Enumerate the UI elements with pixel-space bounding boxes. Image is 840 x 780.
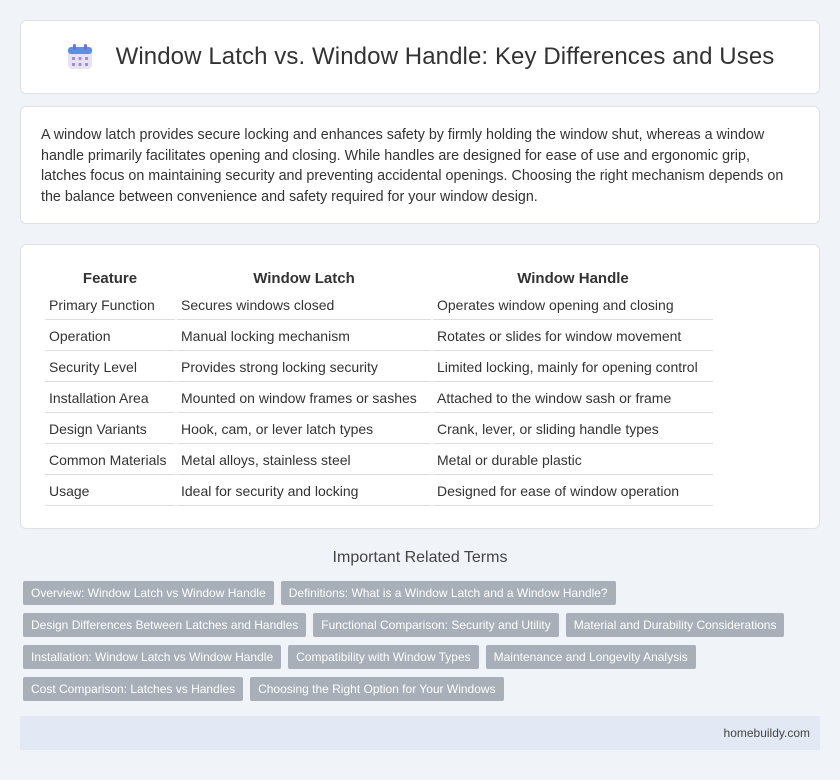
table-cell: Primary Function — [45, 291, 175, 320]
intro-paragraph: A window latch provides secure locking and enhances safety by firmly holding the window shut, whereas a window handle primarily facilitates opening and closing. While handles are designed for ease of use and ergonomic grip, latches focus on maintaining security and preventing accidental openings. Choosing the right mechanism depends on the balance between convenience and safety required for your window design. — [41, 127, 784, 205]
term-tag[interactable]: Definitions: What is a Window Latch and a Window Handle? — [281, 581, 616, 605]
table-row — [45, 322, 713, 351]
tag-row — [23, 581, 823, 605]
table-cell: Hook, cam, or lever latch types — [177, 415, 431, 444]
table-cell: Mounted on window frames or sashes — [177, 384, 431, 413]
term-tag[interactable]: Design Differences Between Latches and Handles — [23, 613, 306, 637]
header-card — [20, 20, 820, 94]
table-cell: Designed for ease of window operation — [433, 477, 713, 506]
tag-row — [23, 677, 823, 701]
tag-row — [23, 613, 823, 637]
footer — [20, 716, 820, 750]
table-row — [45, 384, 713, 413]
term-tag[interactable]: Functional Comparison: Security and Utility — [313, 613, 558, 637]
table-row — [45, 353, 713, 382]
table-cell: Security Level — [45, 353, 175, 382]
table-cell: Manual locking mechanism — [177, 322, 431, 351]
table-cell: Ideal for security and locking — [177, 477, 431, 506]
term-tag[interactable]: Maintenance and Longevity Analysis — [486, 645, 696, 669]
comparison-table — [43, 265, 715, 508]
table-cell: Metal alloys, stainless steel — [177, 446, 431, 475]
page-title: Window Latch vs. Window Handle: Key Differences and Uses — [115, 43, 775, 70]
term-tag[interactable]: Choosing the Right Option for Your Windows — [250, 677, 503, 701]
related-terms-title: Important Related Terms — [332, 549, 508, 566]
table-cell: Secures windows closed — [177, 291, 431, 320]
table-cell: Metal or durable plastic — [433, 446, 713, 475]
table-cell: Crank, lever, or sliding handle types — [433, 415, 713, 444]
calendar-icon — [66, 43, 94, 71]
comparison-card — [20, 244, 820, 529]
table-row — [45, 291, 713, 320]
term-tag[interactable]: Cost Comparison: Latches vs Handles — [23, 677, 243, 701]
footer-site-link[interactable]: homebuildy.com — [723, 726, 810, 740]
term-tag[interactable]: Compatibility with Window Types — [288, 645, 479, 669]
table-row — [45, 477, 713, 506]
table-cell: Limited locking, mainly for opening control — [433, 353, 713, 382]
intro-card — [20, 106, 820, 224]
table-cell: Attached to the window sash or frame — [433, 384, 713, 413]
column-header-window-latch: Window Latch — [253, 269, 355, 287]
table-cell: Rotates or slides for window movement — [433, 322, 713, 351]
table-row — [45, 446, 713, 475]
table-row — [45, 415, 713, 444]
table-header-row — [45, 267, 713, 289]
related-terms-tags — [23, 581, 823, 709]
column-header-window-handle: Window Handle — [517, 269, 629, 287]
table-cell: Operation — [45, 322, 175, 351]
table-cell: Provides strong locking security — [177, 353, 431, 382]
table-cell: Usage — [45, 477, 175, 506]
tag-row — [23, 645, 823, 669]
term-tag[interactable]: Installation: Window Latch vs Window Handle — [23, 645, 281, 669]
table-cell: Design Variants — [45, 415, 175, 444]
table-cell: Installation Area — [45, 384, 175, 413]
column-header-feature: Feature — [82, 269, 138, 287]
term-tag[interactable]: Overview: Window Latch vs Window Handle — [23, 581, 274, 605]
table-cell: Operates window opening and closing — [433, 291, 713, 320]
table-cell: Common Materials — [45, 446, 175, 475]
term-tag[interactable]: Material and Durability Considerations — [566, 613, 785, 637]
